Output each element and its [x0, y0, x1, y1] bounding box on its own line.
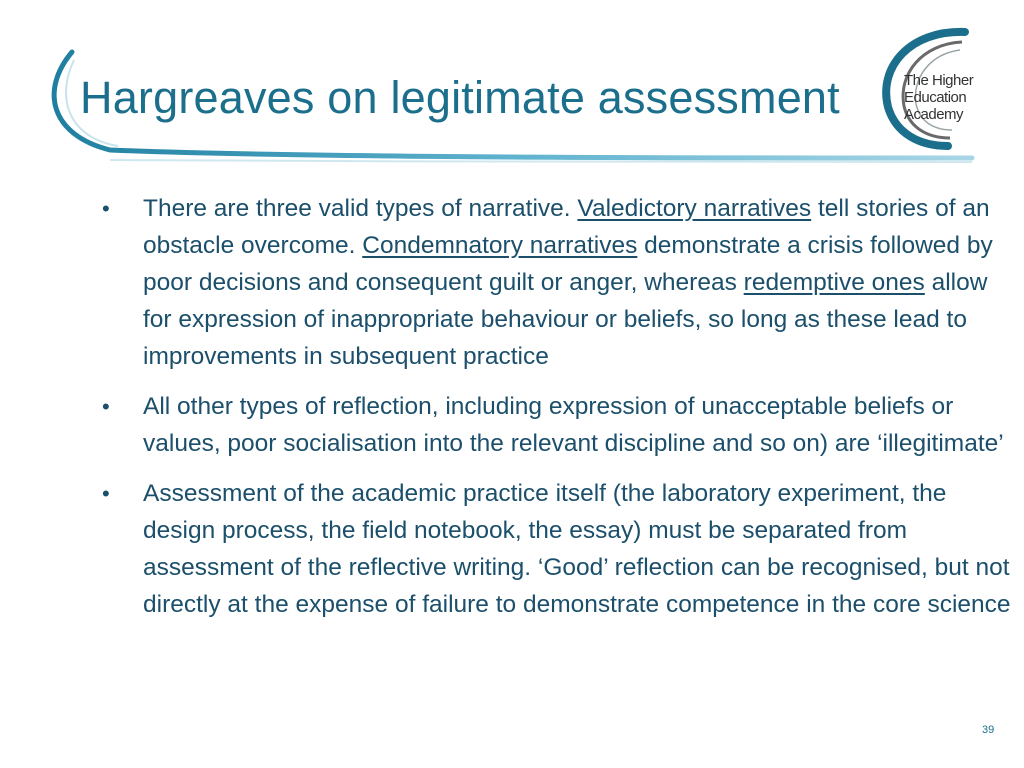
bullet-text: tell stories of an obstacle overcome. — [143, 195, 990, 259]
bullet-marker: • — [102, 196, 110, 221]
bullet-marker: • — [102, 394, 110, 419]
logo-line-2: Education — [904, 89, 967, 106]
slide-number: 39 — [982, 724, 995, 736]
bullet-item — [100, 190, 1012, 375]
logo-line-1: The Higher — [904, 72, 974, 89]
term-condemnatory-narratives: Condemnatory narratives — [362, 232, 638, 259]
term-redemptive-ones: redemptive ones — [743, 269, 925, 296]
bullet-marker: • — [102, 481, 110, 506]
bullet-list — [100, 190, 1012, 636]
bullet-text: All other types of reflection, including expression of unacceptable beliefs or values, poor socialisation into the relevant discipline and so on) are ‘illegitimate’ — [143, 393, 1004, 457]
bullet-item — [100, 475, 1012, 623]
logo-line-3: Academy — [904, 106, 964, 123]
term-valedictory-narratives: Valedictory narratives — [577, 195, 812, 222]
logo-wordmark — [904, 72, 973, 123]
bullet-text: demonstrate a crisis followed by poor decisions and consequent guilt or anger, whereas — [143, 232, 993, 296]
bullet-item — [100, 388, 1012, 462]
bullet-text: Assessment of the academic practice itself (the laboratory experiment, the design process, the field notebook, the essay) must be separated from assessment of the reflective writing. ‘Good’ reflection can be recognised, but not directly at the expense of failure to demonstrate competence in the core science — [143, 480, 1011, 618]
slide-title: Hargreaves on legitimate assessment — [80, 72, 840, 123]
bullet-text: allow for expression of inappropriate behaviour or beliefs, so long as these lead to improvements in subsequent practice — [143, 269, 988, 370]
bullet-text: There are three valid types of narrative. — [143, 195, 578, 222]
